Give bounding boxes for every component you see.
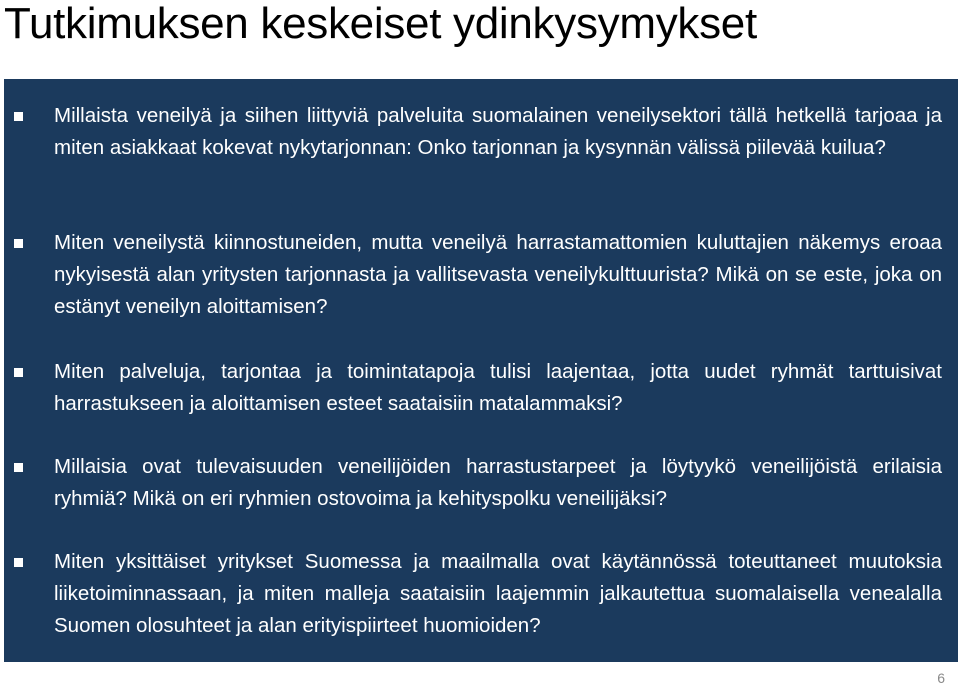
bullet-list xyxy=(4,79,958,662)
square-bullet-icon xyxy=(14,368,23,377)
bullet-text: Miten palveluja, tarjontaa ja toimintatapoja tulisi laajentaa, jotta uudet ryhmät tarttuisivat harrastukseen ja aloittamisen esteet saataisiin matalammaksi? xyxy=(54,360,942,415)
square-bullet-icon xyxy=(14,239,23,248)
bullet-text: Millaisia ovat tulevaisuuden veneilijöiden harrastustarpeet ja löytyykö veneilijöistä erilaisia ryhmiä? Mikä on eri ryhmien ostovoima ja kehityspolku veneilijäksi? xyxy=(54,455,942,510)
bullet-text: Miten veneilystä kiinnostuneiden, mutta veneilyä harrastamattomien kuluttajien näkemys eroaa nykyisestä alan yritysten tarjonnasta ja vallitsevasta veneilykulttuurista? Mikä on se este, joka on estänyt veneilyn aloittamisen? xyxy=(54,231,942,318)
slide-title: Tutkimuksen keskeiset ydinkysymykset xyxy=(4,0,757,48)
square-bullet-icon xyxy=(14,558,23,567)
content-box xyxy=(4,79,958,662)
page-number: 6 xyxy=(937,670,945,686)
square-bullet-icon xyxy=(14,112,23,121)
square-bullet-icon xyxy=(14,463,23,472)
bullet-text: Miten yksittäiset yritykset Suomessa ja maailmalla ovat käytännössä toteuttaneet muutoksia liiketoiminnassaan, ja miten malleja saataisiin laajemmin jalkautettua suomalaisella venealalla Suomen olosuhteet ja alan erityispiirteet huomioiden? xyxy=(54,550,942,637)
bullet-text: Millaista veneilyä ja siihen liittyviä palveluita suomalainen veneilysektori tällä hetkellä tarjoaa ja miten asiakkaat kokevat nykytarjonnan: Onko tarjonnan ja kysynnän välissä piilevää kuilua? xyxy=(54,104,942,159)
